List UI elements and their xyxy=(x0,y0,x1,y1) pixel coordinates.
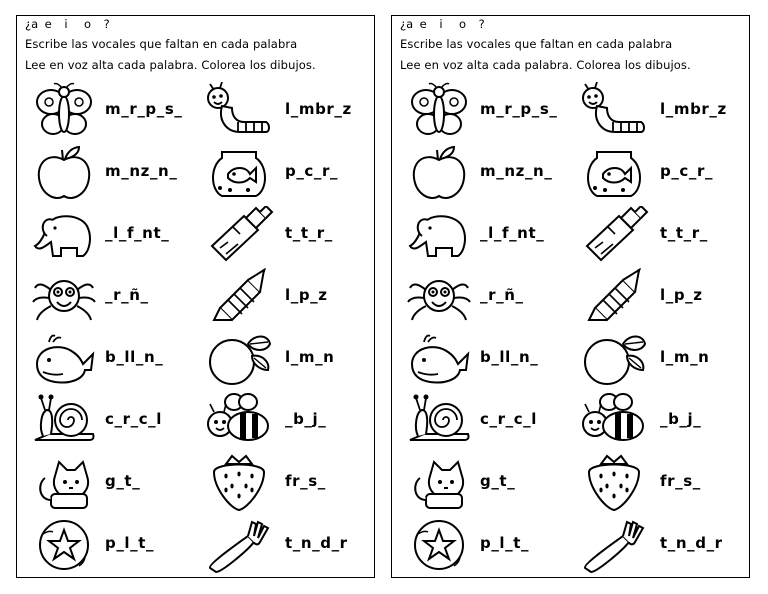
vowel-e: e xyxy=(419,17,427,31)
exercise-row xyxy=(17,82,374,142)
instruction-line-2: Lee en voz alta cada palabra. Colorea los dibujos. xyxy=(25,58,316,72)
worksheet-left xyxy=(16,15,375,578)
fork-icon xyxy=(204,516,274,574)
butterfly-icon xyxy=(404,82,474,140)
fill-in-word: m_r_p_s_ xyxy=(480,100,558,118)
worksheet-right xyxy=(391,15,750,578)
fill-in-word: p_c_r_ xyxy=(660,162,714,180)
instruction-line-1: Escribe las vocales que faltan en cada palabra xyxy=(25,37,298,51)
vowel-a: ¿a xyxy=(25,17,39,31)
vowel-a: ¿a xyxy=(400,17,414,31)
fill-in-word: _b_j_ xyxy=(660,410,702,428)
fill-in-word: _r_ñ_ xyxy=(480,286,524,304)
fill-in-word: t_n_d_r xyxy=(660,534,723,552)
fill-in-word: l_m_n xyxy=(285,348,335,366)
worm-icon xyxy=(204,82,274,140)
ball-icon xyxy=(29,516,99,574)
vowels-line xyxy=(400,17,495,31)
fill-in-word: l_p_z xyxy=(660,286,703,304)
vowel-e: e xyxy=(44,17,52,31)
vowel-o: o xyxy=(83,17,92,31)
fill-in-word: _l_f_nt_ xyxy=(105,224,170,242)
exercise-row xyxy=(392,206,749,266)
fill-in-word: m_r_p_s_ xyxy=(105,100,183,118)
fill-in-word: p_l_t_ xyxy=(480,534,530,552)
exercise-row xyxy=(17,516,374,576)
baby-bottle-icon xyxy=(579,206,649,264)
fishbowl-icon xyxy=(204,144,274,202)
fill-in-word: m_nz_n_ xyxy=(480,162,553,180)
fill-in-word: _b_j_ xyxy=(285,410,327,428)
fill-in-word: _r_ñ_ xyxy=(105,286,149,304)
exercise-row xyxy=(392,516,749,576)
snail-icon xyxy=(404,392,474,450)
fill-in-word: fr_s_ xyxy=(285,472,326,490)
instruction-line-2: Lee en voz alta cada palabra. Colorea los dibujos. xyxy=(400,58,691,72)
fill-in-word: t_n_d_r xyxy=(285,534,348,552)
exercise-row xyxy=(392,268,749,328)
strawberry-icon xyxy=(204,454,274,512)
exercise-row xyxy=(392,454,749,514)
spider-icon xyxy=(29,268,99,326)
exercise-row xyxy=(17,268,374,328)
fill-in-word: g_t_ xyxy=(480,472,516,490)
exercise-row xyxy=(392,330,749,390)
vowels-line xyxy=(25,17,120,31)
fill-in-word: fr_s_ xyxy=(660,472,701,490)
bee-icon xyxy=(579,392,649,450)
vowel-o: o xyxy=(458,17,467,31)
whale-icon xyxy=(29,330,99,388)
exercise-row xyxy=(392,82,749,142)
fill-in-word: l_mbr_z xyxy=(285,100,352,118)
fill-in-word: b_ll_n_ xyxy=(105,348,164,366)
elephant-icon xyxy=(404,206,474,264)
exercise-row xyxy=(392,392,749,452)
apple-icon xyxy=(29,144,99,202)
fill-in-word: g_t_ xyxy=(105,472,141,490)
fill-in-word: t_t_r_ xyxy=(285,224,333,242)
vowel-question: ? xyxy=(478,17,485,31)
exercise-row xyxy=(392,144,749,204)
vowel-i: i xyxy=(439,17,443,31)
strawberry-icon xyxy=(579,454,649,512)
instruction-line-1: Escribe las vocales que faltan en cada palabra xyxy=(400,37,673,51)
fill-in-word: m_nz_n_ xyxy=(105,162,178,180)
elephant-icon xyxy=(29,206,99,264)
snail-icon xyxy=(29,392,99,450)
fill-in-word: l_mbr_z xyxy=(660,100,727,118)
lemon-icon xyxy=(579,330,649,388)
fill-in-word: l_p_z xyxy=(285,286,328,304)
fill-in-word: l_m_n xyxy=(660,348,710,366)
fill-in-word: c_r_c_l xyxy=(480,410,538,428)
vowel-i: i xyxy=(64,17,68,31)
pencil-icon xyxy=(204,268,274,326)
exercise-row xyxy=(17,330,374,390)
cat-icon xyxy=(29,454,99,512)
ball-icon xyxy=(404,516,474,574)
vowel-question: ? xyxy=(103,17,110,31)
whale-icon xyxy=(404,330,474,388)
fork-icon xyxy=(579,516,649,574)
baby-bottle-icon xyxy=(204,206,274,264)
spider-icon xyxy=(404,268,474,326)
fill-in-word: p_l_t_ xyxy=(105,534,155,552)
cat-icon xyxy=(404,454,474,512)
apple-icon xyxy=(404,144,474,202)
fill-in-word: b_ll_n_ xyxy=(480,348,539,366)
fill-in-word: t_t_r_ xyxy=(660,224,708,242)
exercise-row xyxy=(17,392,374,452)
bee-icon xyxy=(204,392,274,450)
fishbowl-icon xyxy=(579,144,649,202)
fill-in-word: p_c_r_ xyxy=(285,162,339,180)
lemon-icon xyxy=(204,330,274,388)
fill-in-word: _l_f_nt_ xyxy=(480,224,545,242)
fill-in-word: c_r_c_l xyxy=(105,410,163,428)
worm-icon xyxy=(579,82,649,140)
exercise-row xyxy=(17,454,374,514)
exercise-row xyxy=(17,206,374,266)
butterfly-icon xyxy=(29,82,99,140)
exercise-row xyxy=(17,144,374,204)
pencil-icon xyxy=(579,268,649,326)
